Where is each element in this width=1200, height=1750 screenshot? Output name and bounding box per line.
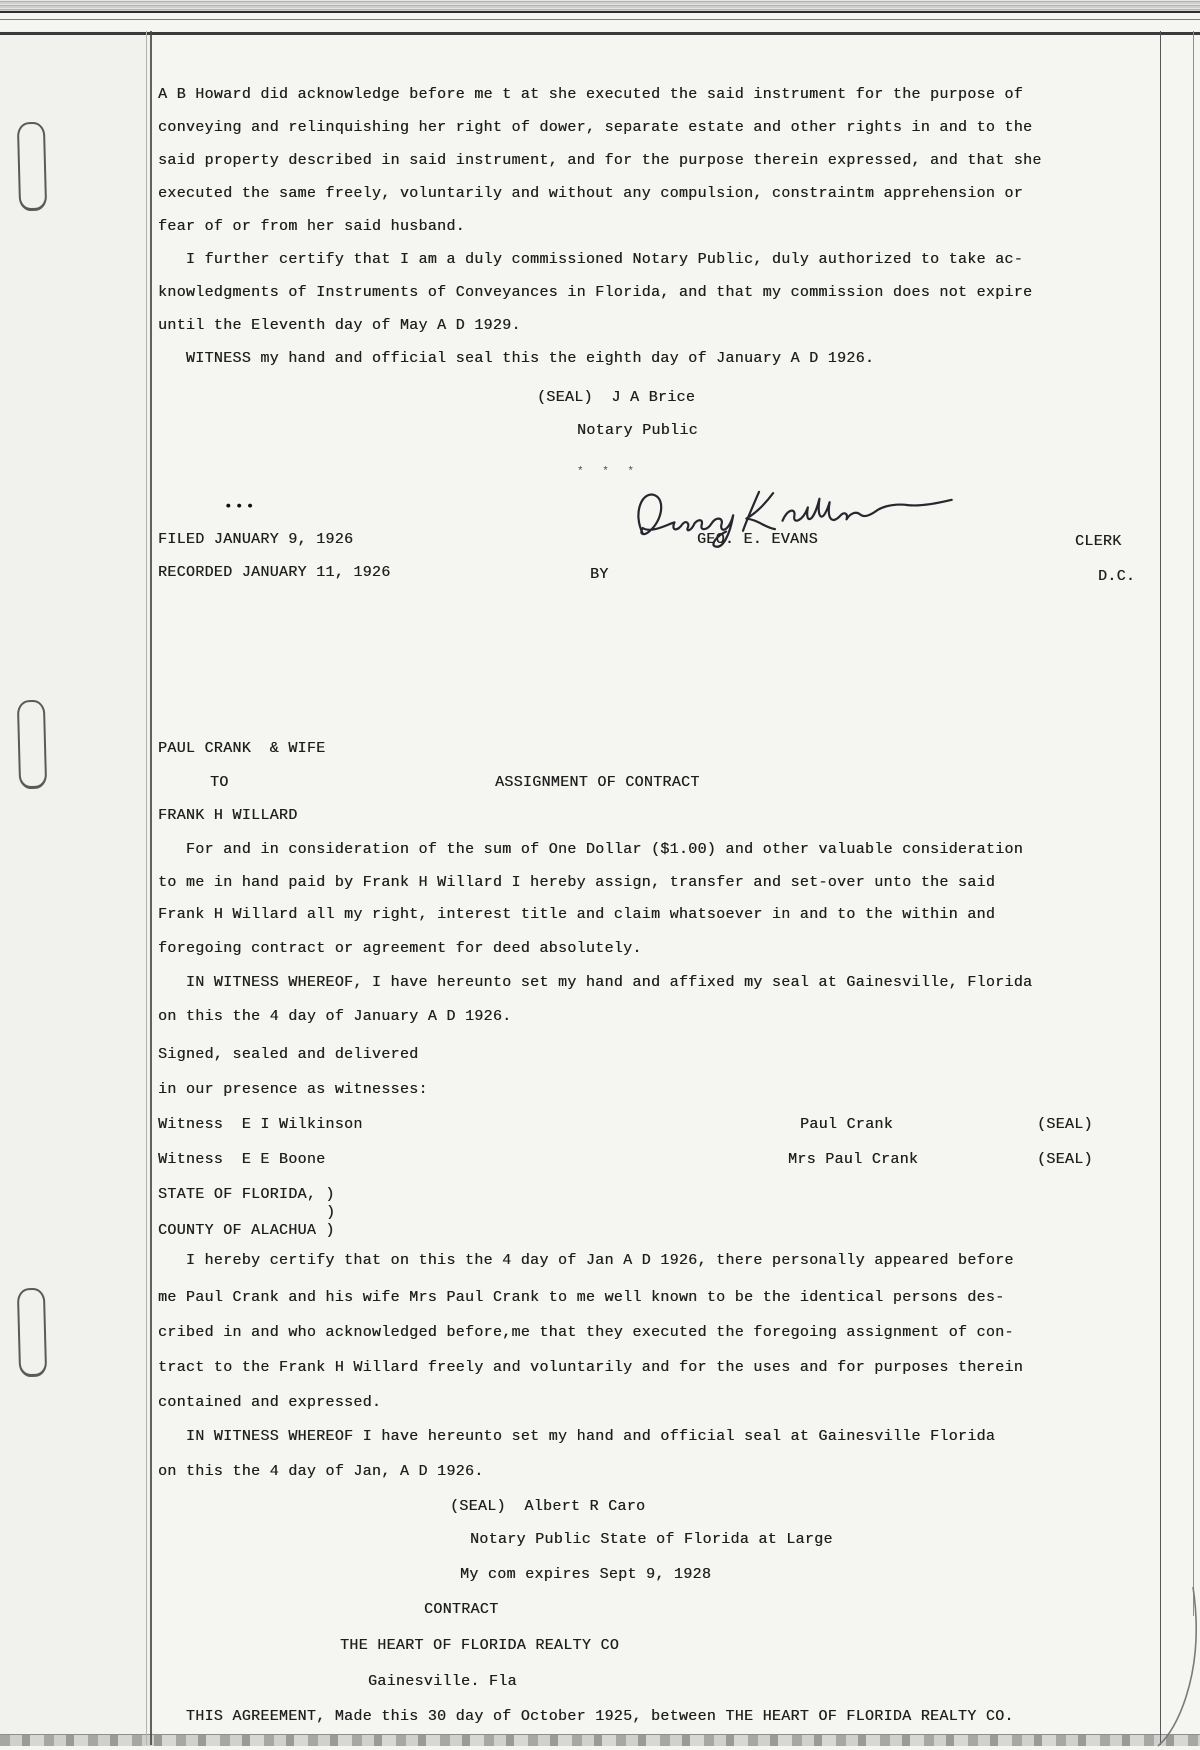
text-line: in our presence as witnesses: (158, 1081, 428, 1098)
witness-1: Witness E I Wilkinson (158, 1116, 363, 1133)
text-line: said property described in said instrument, and for the purpose therein expressed, and that she (158, 152, 1042, 169)
text-line: on this the 4 day of January A D 1926. (158, 1008, 512, 1025)
grantor-name: PAUL CRANK & WIFE (158, 740, 326, 757)
text-line: to me in hand paid by Frank H Willard I hereby assign, transfer and set-over unto the said (158, 874, 996, 891)
text-line: knowledgments of Instruments of Conveyances in Florida, and that my commission does not expire (158, 284, 1033, 301)
text-line: ) (326, 1204, 336, 1221)
notary-name: (SEAL) Albert R Caro (450, 1498, 646, 1515)
text-line: executed the same freely, voluntarily and without any compulsion, constraintm apprehension or (158, 185, 1024, 202)
witness-2: Witness E E Boone (158, 1151, 326, 1168)
clerk-name: GEO. E. EVANS (697, 531, 818, 548)
text-line: tract to the Frank H Willard freely and voluntarily and for the uses and for purposes therein (158, 1359, 1024, 1376)
text-line: TO (210, 774, 229, 791)
text-line: WITNESS my hand and official seal this the eighth day of January A D 1926. (158, 350, 875, 367)
text-line: Frank H Willard all my right, interest title and claim whatsoever in and to the within and (158, 906, 996, 923)
text-line: Gainesville. Fla (368, 1673, 517, 1690)
grantee-name: FRANK H WILLARD (158, 807, 298, 824)
text-line: me Paul Crank and his wife Mrs Paul Crank to me well known to be the identical persons des- (158, 1289, 1005, 1306)
text-line: BY (590, 566, 609, 583)
text-line: For and in consideration of the sum of One Dollar ($1.00) and other valuable consideration (158, 841, 1024, 858)
text-line: Signed, sealed and delivered (158, 1046, 419, 1063)
text-line: fear of or from her said husband. (158, 218, 465, 235)
commission-expiry: My com expires Sept 9, 1928 (460, 1566, 712, 1583)
text-line: I further certify that I am a duly commissioned Notary Public, duly authorized to take ac- (158, 251, 1024, 268)
section-title: CONTRACT (424, 1601, 499, 1618)
text-line: (SEAL) (1037, 1116, 1093, 1133)
text-line: A B Howard did acknowledge before me t at she executed the said instrument for the purpose of (158, 86, 1024, 103)
clerk-title: CLERK (1075, 533, 1122, 550)
text-line: until the Eleventh day of May A D 1929. (158, 317, 521, 334)
text-line: STATE OF FLORIDA, ) (158, 1186, 335, 1203)
text-line: COUNTY OF ALACHUA ) (158, 1222, 335, 1239)
text-line: on this the 4 day of Jan, A D 1926. (158, 1463, 484, 1480)
text-line: IN WITNESS WHEREOF, I have hereunto set my hand and affixed my seal at Gainesville, Florida (158, 974, 1033, 991)
text-line: cribed in and who acknowledged before,me that they executed the foregoing assignment of con- (158, 1324, 1014, 1341)
company-name: THE HEART OF FLORIDA REALTY CO (340, 1637, 620, 1654)
instrument-title: ASSIGNMENT OF CONTRACT (495, 774, 700, 791)
signer-1: Paul Crank (800, 1116, 894, 1133)
notary-title: Notary Public State of Florida at Large (470, 1531, 833, 1548)
separator-dots: ••• (224, 499, 257, 515)
text-line: I hereby certify that on this the 4 day of Jan A D 1926, there personally appeared before (158, 1252, 1014, 1269)
recorded-date-line: RECORDED JANUARY 11, 1926 (158, 564, 391, 581)
separator-stars: * * * (577, 466, 641, 478)
text-line: contained and expressed. (158, 1394, 382, 1411)
text-line: THIS AGREEMENT, Made this 30 day of October 1925, between THE HEART OF FLORIDA REALTY CO. (158, 1708, 1014, 1725)
text-line: IN WITNESS WHEREOF I have hereunto set my hand and official seal at Gainesville Florida (158, 1428, 996, 1445)
text-line: foregoing contract or agreement for deed absolutely. (158, 940, 642, 957)
deputy-clerk-title: D.C. (1098, 568, 1136, 585)
text-line: Notary Public (577, 422, 698, 439)
signer-2: Mrs Paul Crank (788, 1151, 919, 1168)
filed-date-line: FILED JANUARY 9, 1926 (158, 531, 354, 548)
text-line: (SEAL) (1037, 1151, 1093, 1168)
text-line: conveying and relinquishing her right of dower, separate estate and other rights in and to the (158, 119, 1033, 136)
text-line: (SEAL) J A Brice (537, 389, 696, 406)
